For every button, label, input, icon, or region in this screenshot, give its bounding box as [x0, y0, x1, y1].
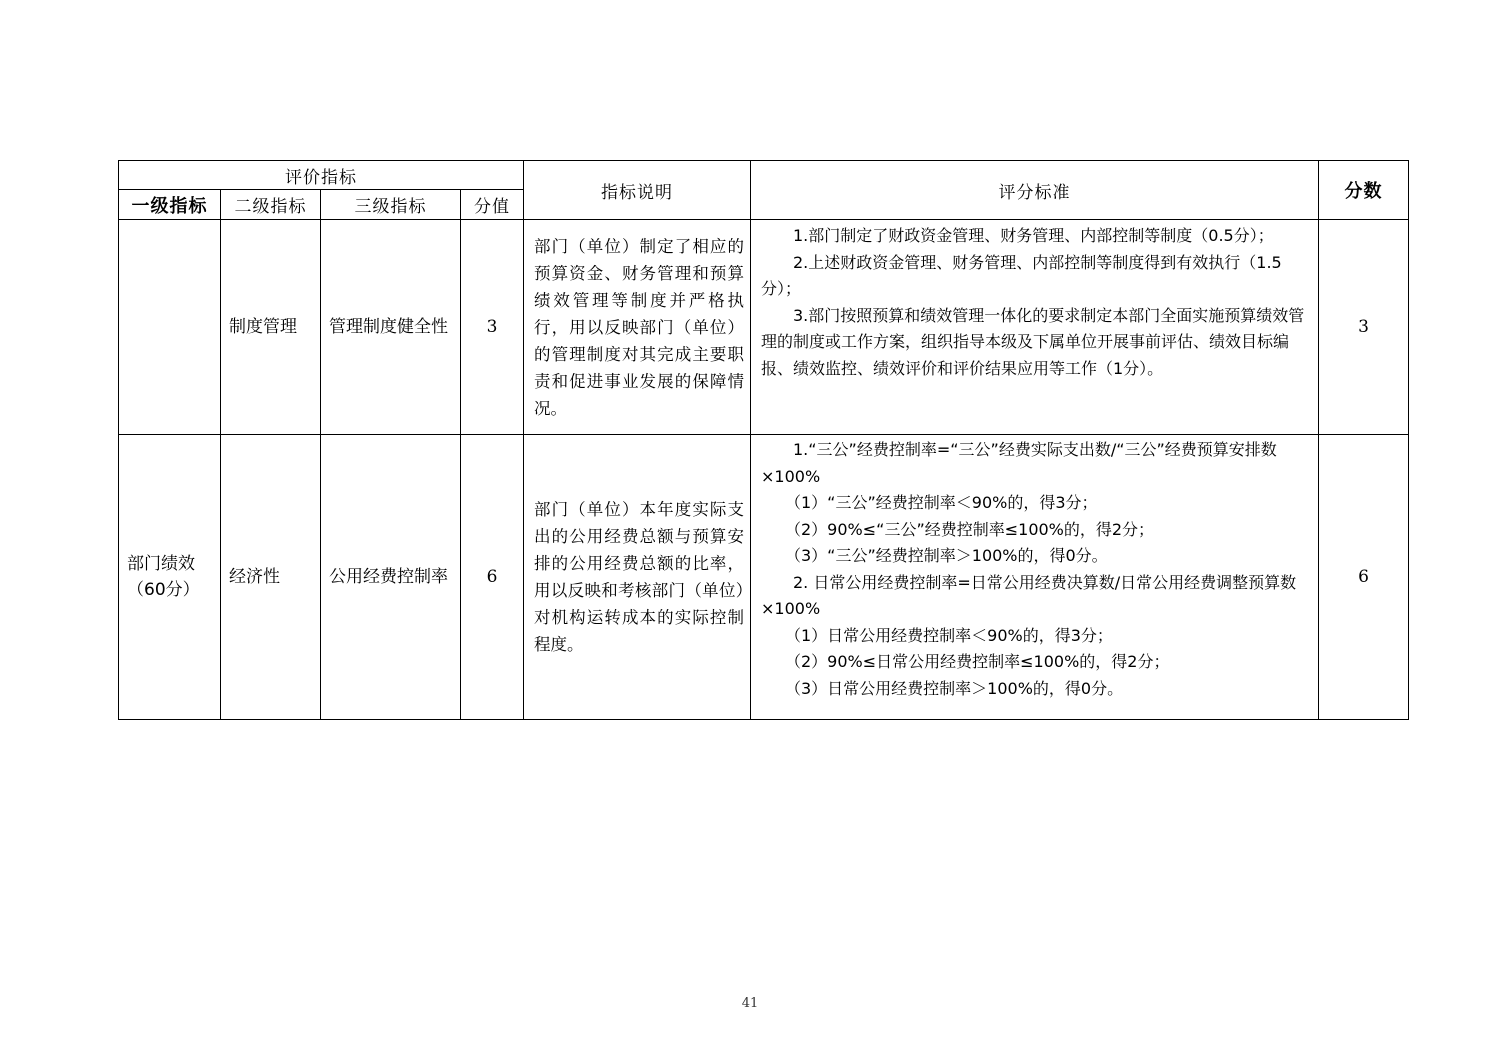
table-row — [119, 220, 1409, 435]
row2-criteria-line: （1）“三公”经费控制率＜90%的，得3分； — [785, 493, 1098, 512]
header-indicator-description: 指标说明 — [524, 161, 751, 220]
row1-score: 3 — [1319, 220, 1409, 435]
header-evaluation-indicators: 评价指标 — [119, 161, 524, 190]
row2-level1: 部门绩效（60分） — [119, 435, 221, 720]
page-number: 41 — [741, 996, 759, 1011]
row1-criteria — [751, 220, 1319, 435]
row2-weight: 6 — [461, 435, 524, 720]
row2-criteria-line: （1）日常公用经费控制率＜90%的，得3分； — [785, 625, 1113, 645]
row1-criteria-line: 3.部门按照预算和绩效管理一体化的要求制定本部门全面实施预算绩效管理的制度或工作方案，组织指导本级及下属单位开展事前评估、绩效目标编报、绩效监控、绩效评价和评价结果应用等工作（1分）。 — [761, 305, 1305, 378]
evaluation-table — [118, 160, 1409, 720]
row2-criteria-line: （2）90%≤“三公”经费控制率≤100%的，得2分； — [785, 519, 1155, 539]
row1-weight: 3 — [461, 220, 524, 435]
row2-score: 6 — [1319, 435, 1409, 720]
table-row — [119, 435, 1409, 720]
row1-criteria-line: 1.部门制定了财政资金管理、财务管理、内部控制等制度（0.5分）； — [793, 226, 1274, 245]
row1-level1 — [119, 220, 221, 435]
header-score: 分数 — [1319, 161, 1409, 220]
row2-description: 部门（单位）本年度实际支出的公用经费总额与预算安排的公用经费总额的比率，用以反映和考核部门（单位）对机构运转成本的实际控制程度。 — [524, 435, 751, 720]
row2-criteria-line: （3）“三公”经费控制率＞100%的，得0分。 — [785, 546, 1108, 565]
row2-criteria-line: （3）日常公用经费控制率＞100%的，得0分。 — [785, 678, 1124, 698]
header-weight: 分值 — [461, 190, 524, 220]
header-scoring-criteria: 评分标准 — [751, 161, 1319, 220]
row1-criteria-line: 2.上述财政资金管理、财务管理、内部控制等制度得到有效执行（1.5分）； — [761, 252, 1282, 298]
row2-criteria — [751, 435, 1319, 720]
row1-description: 部门（单位）制定了相应的预算资金、财务管理和预算绩效管理等制度并严格执行，用以反映部门（单位）的管理制度对其完成主要职责和促进事业发展的保障情况。 — [524, 220, 751, 435]
row1-level3: 管理制度健全性 — [321, 220, 461, 435]
row2-criteria-line: 2. 日常公用经费控制率=日常公用经费决算数/日常公用经费调整预算数×100% — [761, 572, 1297, 618]
row2-criteria-line: （2）90%≤日常公用经费控制率≤100%的，得2分； — [785, 652, 1170, 671]
row2-level3: 公用经费控制率 — [321, 435, 461, 720]
header-level1: 一级指标 — [119, 190, 221, 220]
row2-level2: 经济性 — [221, 435, 321, 720]
header-level3: 三级指标 — [321, 190, 461, 220]
row1-level2: 制度管理 — [221, 220, 321, 435]
row2-criteria-line: 1.“三公”经费控制率=“三公”经费实际支出数/“三公”经费预算安排数×100% — [761, 440, 1277, 486]
header-level2: 二级指标 — [221, 190, 321, 220]
